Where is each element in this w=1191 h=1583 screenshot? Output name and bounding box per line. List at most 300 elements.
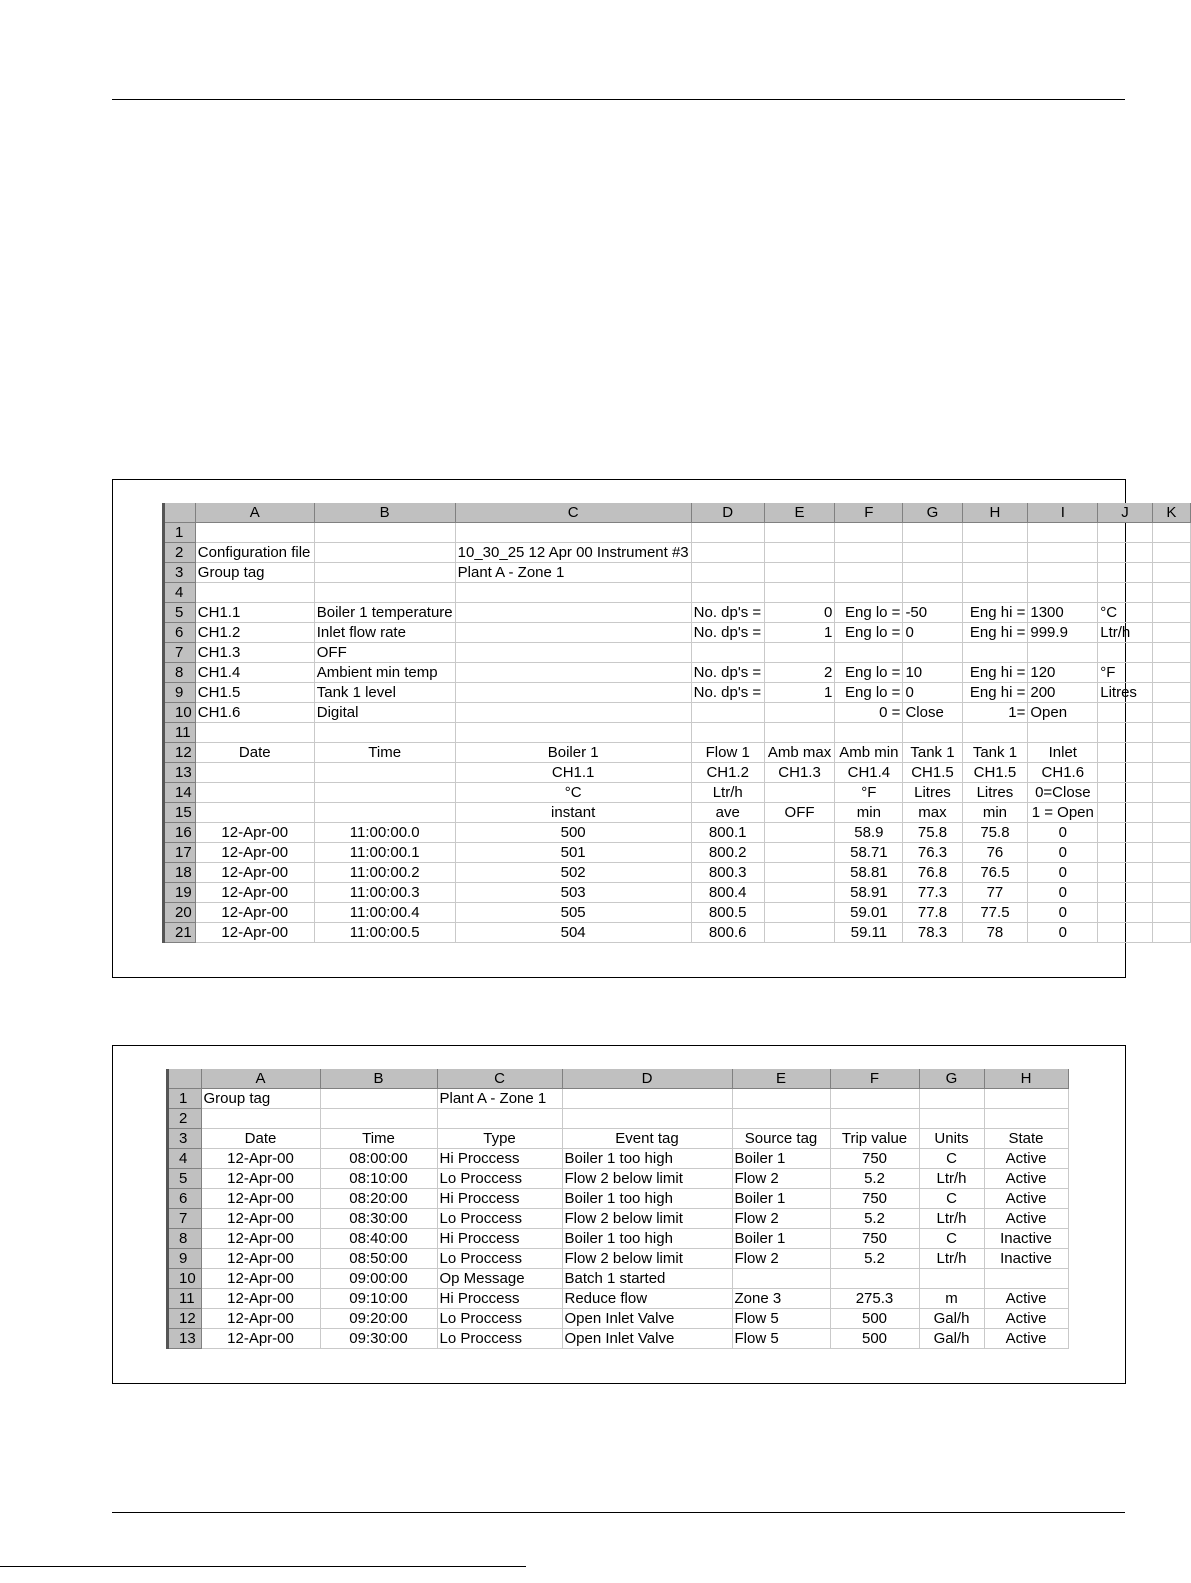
column-header-i[interactable]: I [1028,503,1098,523]
cell-c19[interactable]: 503 [455,883,691,903]
cell-d5[interactable]: No. dp's = [691,603,764,623]
cell-i19[interactable]: 0 [1028,883,1098,903]
row-header[interactable]: 4 [165,583,195,603]
cell-h8[interactable]: Eng hi = [962,663,1028,683]
column-header-h[interactable]: H [984,1069,1068,1089]
cell-g3[interactable] [903,563,962,583]
cell-g4[interactable] [903,583,962,603]
cell-g11[interactable]: m [919,1289,984,1309]
cell-e1[interactable] [764,523,835,543]
row-header[interactable]: 14 [165,783,195,803]
cell-f2[interactable] [830,1109,919,1129]
cell-a13[interactable]: 12-Apr-00 [201,1329,320,1349]
cell-c11[interactable]: Hi Proccess [437,1289,562,1309]
cell-b10[interactable]: Digital [314,703,455,723]
cell-g1[interactable] [903,523,962,543]
cell-j5[interactable]: °C [1098,603,1153,623]
cell-a7[interactable]: CH1.3 [195,643,314,663]
cell-d12[interactable]: Flow 1 [691,743,764,763]
cell-a13[interactable] [195,763,314,783]
cell-e3[interactable] [764,563,835,583]
cell-k8[interactable] [1152,663,1190,683]
cell-e12[interactable]: Amb max [764,743,835,763]
cell-f14[interactable]: °F [835,783,903,803]
cell-b7[interactable]: 08:30:00 [320,1209,437,1229]
row-header[interactable]: 12 [169,1309,201,1329]
cell-b1[interactable] [314,523,455,543]
cell-k10[interactable] [1152,703,1190,723]
cell-h3[interactable]: State [984,1129,1068,1149]
row-header[interactable]: 18 [165,863,195,883]
column-header-b[interactable]: B [320,1069,437,1089]
cell-j21[interactable] [1098,923,1153,943]
cell-d14[interactable]: Ltr/h [691,783,764,803]
cell-c11[interactable] [455,723,691,743]
cell-b7[interactable]: OFF [314,643,455,663]
cell-b6[interactable]: Inlet flow rate [314,623,455,643]
cell-h1[interactable] [984,1089,1068,1109]
cell-a10[interactable]: CH1.6 [195,703,314,723]
row-header[interactable]: 15 [165,803,195,823]
cell-e7[interactable]: Flow 2 [732,1209,830,1229]
cell-j9[interactable]: Litres [1098,683,1153,703]
cell-i1[interactable] [1028,523,1098,543]
column-header-c[interactable]: C [455,503,691,523]
cell-c6[interactable]: Hi Proccess [437,1189,562,1209]
cell-i20[interactable]: 0 [1028,903,1098,923]
cell-h1[interactable] [962,523,1028,543]
column-header-e[interactable]: E [764,503,835,523]
cell-a20[interactable]: 12-Apr-00 [195,903,314,923]
cell-b17[interactable]: 11:00:00.1 [314,843,455,863]
cell-d11[interactable]: Reduce flow [562,1289,732,1309]
cell-k17[interactable] [1152,843,1190,863]
cell-h7[interactable]: Active [984,1209,1068,1229]
cell-c5[interactable] [455,603,691,623]
cell-b16[interactable]: 11:00:00.0 [314,823,455,843]
cell-a4[interactable] [195,583,314,603]
select-all-corner[interactable] [169,1069,201,1089]
cell-h2[interactable] [962,543,1028,563]
cell-h12[interactable]: Tank 1 [962,743,1028,763]
cell-d1[interactable] [562,1089,732,1109]
cell-c7[interactable] [455,643,691,663]
row-header[interactable]: 7 [169,1209,201,1229]
cell-f11[interactable] [835,723,903,743]
cell-g21[interactable]: 78.3 [903,923,962,943]
cell-g5[interactable]: -50 [903,603,962,623]
cell-i8[interactable]: 120 [1028,663,1098,683]
cell-e18[interactable] [764,863,835,883]
cell-f3[interactable]: Trip value [830,1129,919,1149]
cell-f6[interactable]: 750 [830,1189,919,1209]
cell-f7[interactable]: 5.2 [830,1209,919,1229]
column-header-a[interactable]: A [195,503,314,523]
cell-i18[interactable]: 0 [1028,863,1098,883]
cell-h10[interactable]: 1= [962,703,1028,723]
cell-c9[interactable] [455,683,691,703]
column-header-d[interactable]: D [691,503,764,523]
cell-a3[interactable]: Group tag [195,563,314,583]
row-header[interactable]: 2 [169,1109,201,1129]
cell-h11[interactable] [962,723,1028,743]
cell-g6[interactable]: C [919,1189,984,1209]
cell-e2[interactable] [764,543,835,563]
cell-b2[interactable] [314,543,455,563]
row-header[interactable]: 1 [165,523,195,543]
row-header[interactable]: 16 [165,823,195,843]
cell-a4[interactable]: 12-Apr-00 [201,1149,320,1169]
cell-a8[interactable]: CH1.4 [195,663,314,683]
cell-g12[interactable]: Tank 1 [903,743,962,763]
cell-g12[interactable]: Gal/h [919,1309,984,1329]
column-header-a[interactable]: A [201,1069,320,1089]
cell-a1[interactable] [195,523,314,543]
cell-k11[interactable] [1152,723,1190,743]
cell-b12[interactable]: 09:20:00 [320,1309,437,1329]
cell-c5[interactable]: Lo Proccess [437,1169,562,1189]
cell-j6[interactable]: Ltr/h [1098,623,1153,643]
cell-h15[interactable]: min [962,803,1028,823]
cell-h2[interactable] [984,1109,1068,1129]
cell-i3[interactable] [1028,563,1098,583]
cell-b10[interactable]: 09:00:00 [320,1269,437,1289]
cell-b8[interactable]: 08:40:00 [320,1229,437,1249]
cell-b21[interactable]: 11:00:00.5 [314,923,455,943]
cell-h9[interactable]: Inactive [984,1249,1068,1269]
cell-b3[interactable] [314,563,455,583]
cell-j10[interactable] [1098,703,1153,723]
cell-c16[interactable]: 500 [455,823,691,843]
cell-g15[interactable]: max [903,803,962,823]
cell-f7[interactable] [835,643,903,663]
cell-b12[interactable]: Time [314,743,455,763]
cell-a1[interactable]: Group tag [201,1089,320,1109]
cell-h21[interactable]: 78 [962,923,1028,943]
cell-f12[interactable]: 500 [830,1309,919,1329]
row-header[interactable]: 5 [165,603,195,623]
cell-k4[interactable] [1152,583,1190,603]
cell-b13[interactable]: 09:30:00 [320,1329,437,1349]
select-all-corner[interactable] [165,503,195,523]
cell-b14[interactable] [314,783,455,803]
cell-c13[interactable]: CH1.1 [455,763,691,783]
cell-j19[interactable] [1098,883,1153,903]
cell-a21[interactable]: 12-Apr-00 [195,923,314,943]
cell-g13[interactable]: CH1.5 [903,763,962,783]
cell-c1[interactable] [455,523,691,543]
cell-e13[interactable]: Flow 5 [732,1329,830,1349]
cell-g17[interactable]: 76.3 [903,843,962,863]
cell-a15[interactable] [195,803,314,823]
cell-i10[interactable]: Open [1028,703,1098,723]
cell-d5[interactable]: Flow 2 below limit [562,1169,732,1189]
cell-f8[interactable]: Eng lo = [835,663,903,683]
cell-d1[interactable] [691,523,764,543]
cell-g11[interactable] [903,723,962,743]
cell-f11[interactable]: 275.3 [830,1289,919,1309]
row-header[interactable]: 13 [165,763,195,783]
cell-f20[interactable]: 59.01 [835,903,903,923]
cell-c10[interactable]: Op Message [437,1269,562,1289]
cell-c12[interactable]: Boiler 1 [455,743,691,763]
cell-a7[interactable]: 12-Apr-00 [201,1209,320,1229]
row-header[interactable]: 3 [169,1129,201,1149]
cell-j16[interactable] [1098,823,1153,843]
cell-c1[interactable]: Plant A - Zone 1 [437,1089,562,1109]
row-header[interactable]: 3 [165,563,195,583]
cell-f15[interactable]: min [835,803,903,823]
cell-b4[interactable]: 08:00:00 [320,1149,437,1169]
cell-h4[interactable]: Active [984,1149,1068,1169]
cell-i15[interactable]: 1 = Open [1028,803,1098,823]
cell-d9[interactable]: Flow 2 below limit [562,1249,732,1269]
column-header-e[interactable]: E [732,1069,830,1089]
cell-e17[interactable] [764,843,835,863]
row-header[interactable]: 4 [169,1149,201,1169]
cell-a19[interactable]: 12-Apr-00 [195,883,314,903]
cell-d11[interactable] [691,723,764,743]
cell-k13[interactable] [1152,763,1190,783]
cell-e4[interactable] [764,583,835,603]
cell-a9[interactable]: CH1.5 [195,683,314,703]
cell-e12[interactable]: Flow 5 [732,1309,830,1329]
row-header[interactable]: 17 [165,843,195,863]
cell-e2[interactable] [732,1109,830,1129]
cell-k6[interactable] [1152,623,1190,643]
cell-k15[interactable] [1152,803,1190,823]
cell-h6[interactable]: Eng hi = [962,623,1028,643]
cell-b11[interactable]: 09:10:00 [320,1289,437,1309]
cell-b19[interactable]: 11:00:00.3 [314,883,455,903]
cell-g18[interactable]: 76.8 [903,863,962,883]
cell-k2[interactable] [1152,543,1190,563]
cell-h4[interactable] [962,583,1028,603]
cell-j15[interactable] [1098,803,1153,823]
cell-h19[interactable]: 77 [962,883,1028,903]
cell-f1[interactable] [835,523,903,543]
cell-h10[interactable] [984,1269,1068,1289]
cell-g6[interactable]: 0 [903,623,962,643]
cell-i9[interactable]: 200 [1028,683,1098,703]
cell-h18[interactable]: 76.5 [962,863,1028,883]
cell-c3[interactable]: Type [437,1129,562,1149]
cell-a17[interactable]: 12-Apr-00 [195,843,314,863]
cell-f4[interactable]: 750 [830,1149,919,1169]
cell-i13[interactable]: CH1.6 [1028,763,1098,783]
cell-g8[interactable]: 10 [903,663,962,683]
column-header-h[interactable]: H [962,503,1028,523]
cell-c3[interactable]: Plant A - Zone 1 [455,563,691,583]
cell-c2[interactable]: 10_30_25 12 Apr 00 Instrument #3 [455,543,691,563]
cell-c8[interactable] [455,663,691,683]
cell-c9[interactable]: Lo Proccess [437,1249,562,1269]
cell-a12[interactable]: 12-Apr-00 [201,1309,320,1329]
cell-k19[interactable] [1152,883,1190,903]
cell-e4[interactable]: Boiler 1 [732,1149,830,1169]
cell-d8[interactable]: Boiler 1 too high [562,1229,732,1249]
cell-b4[interactable] [314,583,455,603]
cell-g7[interactable]: Ltr/h [919,1209,984,1229]
cell-c2[interactable] [437,1109,562,1129]
cell-g1[interactable] [919,1089,984,1109]
cell-d16[interactable]: 800.1 [691,823,764,843]
cell-c4[interactable] [455,583,691,603]
cell-a5[interactable]: 12-Apr-00 [201,1169,320,1189]
cell-d8[interactable]: No. dp's = [691,663,764,683]
cell-f5[interactable]: Eng lo = [835,603,903,623]
cell-f12[interactable]: Amb min [835,743,903,763]
cell-c13[interactable]: Lo Proccess [437,1329,562,1349]
cell-k14[interactable] [1152,783,1190,803]
cell-g13[interactable]: Gal/h [919,1329,984,1349]
cell-a18[interactable]: 12-Apr-00 [195,863,314,883]
cell-c10[interactable] [455,703,691,723]
cell-d7[interactable] [691,643,764,663]
cell-e5[interactable]: 0 [764,603,835,623]
cell-e11[interactable] [764,723,835,743]
cell-b5[interactable]: 08:10:00 [320,1169,437,1189]
cell-j2[interactable] [1098,543,1153,563]
cell-h17[interactable]: 76 [962,843,1028,863]
cell-f9[interactable]: 5.2 [830,1249,919,1269]
cell-b2[interactable] [320,1109,437,1129]
cell-k21[interactable] [1152,923,1190,943]
row-header[interactable]: 20 [165,903,195,923]
cell-d21[interactable]: 800.6 [691,923,764,943]
cell-a11[interactable] [195,723,314,743]
cell-i6[interactable]: 999.9 [1028,623,1098,643]
cell-g5[interactable]: Ltr/h [919,1169,984,1189]
column-header-f[interactable]: F [830,1069,919,1089]
column-header-j[interactable]: J [1098,503,1153,523]
cell-e5[interactable]: Flow 2 [732,1169,830,1189]
cell-f21[interactable]: 59.11 [835,923,903,943]
cell-e10[interactable] [764,703,835,723]
row-header[interactable]: 6 [165,623,195,643]
cell-j12[interactable] [1098,743,1153,763]
cell-c17[interactable]: 501 [455,843,691,863]
cell-d4[interactable] [691,583,764,603]
cell-i4[interactable] [1028,583,1098,603]
cell-b6[interactable]: 08:20:00 [320,1189,437,1209]
column-header-d[interactable]: D [562,1069,732,1089]
cell-a9[interactable]: 12-Apr-00 [201,1249,320,1269]
cell-e1[interactable] [732,1089,830,1109]
cell-a11[interactable]: 12-Apr-00 [201,1289,320,1309]
cell-d6[interactable]: No. dp's = [691,623,764,643]
cell-h9[interactable]: Eng hi = [962,683,1028,703]
cell-d2[interactable] [562,1109,732,1129]
row-header[interactable]: 1 [169,1089,201,1109]
cell-f13[interactable]: CH1.4 [835,763,903,783]
cell-h8[interactable]: Inactive [984,1229,1068,1249]
cell-k7[interactable] [1152,643,1190,663]
cell-g3[interactable]: Units [919,1129,984,1149]
cell-h13[interactable]: CH1.5 [962,763,1028,783]
cell-b13[interactable] [314,763,455,783]
row-header[interactable]: 10 [169,1269,201,1289]
cell-f18[interactable]: 58.81 [835,863,903,883]
cell-g2[interactable] [903,543,962,563]
cell-a8[interactable]: 12-Apr-00 [201,1229,320,1249]
cell-a6[interactable]: 12-Apr-00 [201,1189,320,1209]
row-header[interactable]: 8 [169,1229,201,1249]
cell-c4[interactable]: Hi Proccess [437,1149,562,1169]
cell-g8[interactable]: C [919,1229,984,1249]
cell-b9[interactable]: 08:50:00 [320,1249,437,1269]
cell-e3[interactable]: Source tag [732,1129,830,1149]
cell-j8[interactable]: °F [1098,663,1153,683]
cell-g7[interactable] [903,643,962,663]
cell-i5[interactable]: 1300 [1028,603,1098,623]
cell-a2[interactable]: Configuration file [195,543,314,563]
cell-d2[interactable] [691,543,764,563]
cell-g19[interactable]: 77.3 [903,883,962,903]
cell-d3[interactable]: Event tag [562,1129,732,1149]
column-header-c[interactable]: C [437,1069,562,1089]
cell-d10[interactable]: Batch 1 started [562,1269,732,1289]
cell-g10[interactable] [919,1269,984,1289]
cell-k20[interactable] [1152,903,1190,923]
row-header[interactable]: 2 [165,543,195,563]
cell-e21[interactable] [764,923,835,943]
cell-h6[interactable]: Active [984,1189,1068,1209]
cell-e9[interactable]: 1 [764,683,835,703]
cell-j13[interactable] [1098,763,1153,783]
cell-k5[interactable] [1152,603,1190,623]
cell-e9[interactable]: Flow 2 [732,1249,830,1269]
cell-a2[interactable] [201,1109,320,1129]
cell-c14[interactable]: °C [455,783,691,803]
cell-f4[interactable] [835,583,903,603]
cell-k9[interactable] [1152,683,1190,703]
cell-e10[interactable] [732,1269,830,1289]
cell-b15[interactable] [314,803,455,823]
cell-k18[interactable] [1152,863,1190,883]
cell-f9[interactable]: Eng lo = [835,683,903,703]
row-header[interactable]: 11 [169,1289,201,1309]
cell-h11[interactable]: Active [984,1289,1068,1309]
cell-h12[interactable]: Active [984,1309,1068,1329]
cell-d15[interactable]: ave [691,803,764,823]
cell-j14[interactable] [1098,783,1153,803]
cell-d7[interactable]: Flow 2 below limit [562,1209,732,1229]
cell-g16[interactable]: 75.8 [903,823,962,843]
cell-f8[interactable]: 750 [830,1229,919,1249]
cell-f3[interactable] [835,563,903,583]
cell-g2[interactable] [919,1109,984,1129]
cell-d3[interactable] [691,563,764,583]
cell-j1[interactable] [1098,523,1153,543]
cell-e15[interactable]: OFF [764,803,835,823]
cell-f10[interactable] [830,1269,919,1289]
row-header[interactable]: 10 [165,703,195,723]
cell-g9[interactable]: Ltr/h [919,1249,984,1269]
cell-e11[interactable]: Zone 3 [732,1289,830,1309]
cell-e20[interactable] [764,903,835,923]
cell-f1[interactable] [830,1089,919,1109]
cell-j7[interactable] [1098,643,1153,663]
cell-i11[interactable] [1028,723,1098,743]
cell-e19[interactable] [764,883,835,903]
cell-j11[interactable] [1098,723,1153,743]
cell-c8[interactable]: Hi Proccess [437,1229,562,1249]
cell-b18[interactable]: 11:00:00.2 [314,863,455,883]
cell-b9[interactable]: Tank 1 level [314,683,455,703]
cell-b5[interactable]: Boiler 1 temperature [314,603,455,623]
row-header[interactable]: 8 [165,663,195,683]
